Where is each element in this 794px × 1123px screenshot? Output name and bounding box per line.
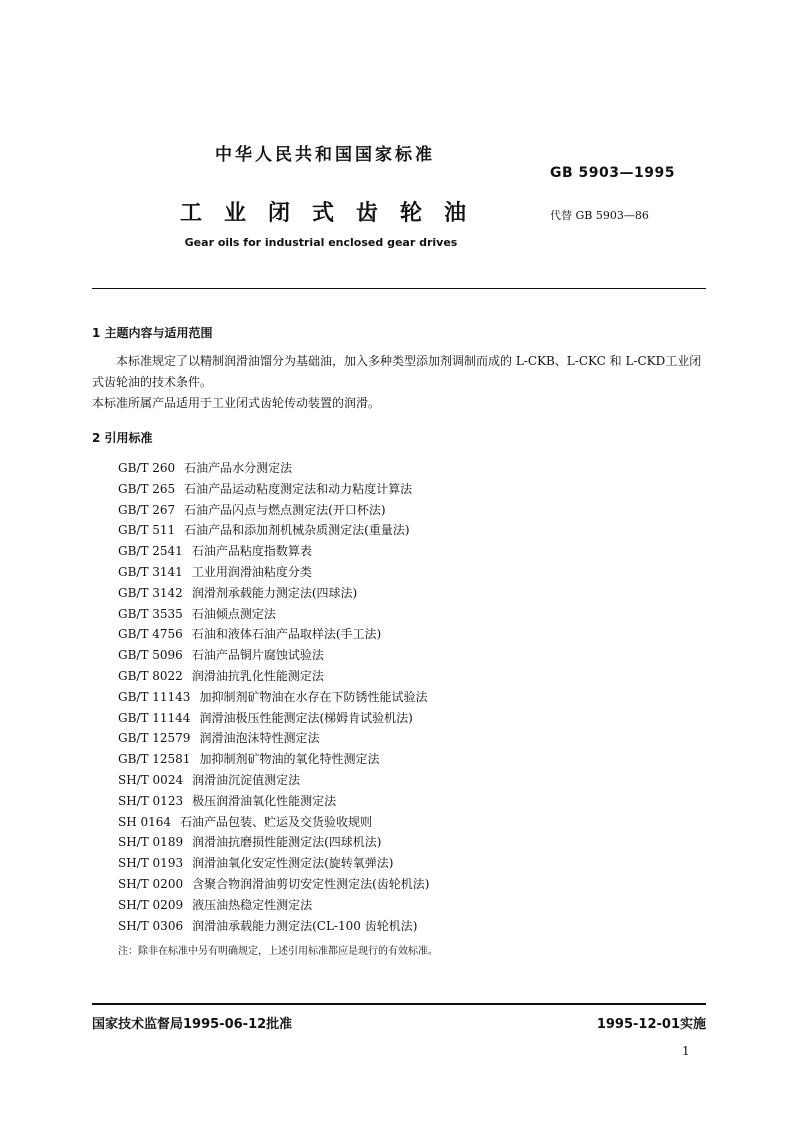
- reference-item: [118, 687, 429, 708]
- page-number: 1: [682, 1044, 690, 1058]
- reference-list: [118, 458, 429, 936]
- reference-item: [118, 895, 429, 916]
- reference-item: [118, 728, 429, 749]
- reference-code: GB/T 260: [118, 461, 176, 475]
- reference-code: SH/T 0123: [118, 793, 184, 808]
- reference-title: 加抑制剂矿物油的氧化特性测定法: [199, 752, 380, 767]
- replaces-standard: 代替 GB 5903—86: [550, 209, 649, 222]
- reference-item: [118, 874, 429, 895]
- section-1-body: [92, 351, 706, 414]
- standard-number: GB 5903—1995: [550, 165, 675, 181]
- effective-date: 1995-12-01实施: [596, 1017, 706, 1032]
- reference-item: [118, 666, 429, 687]
- reference-item: [118, 770, 429, 791]
- reference-item: [118, 749, 429, 770]
- reference-code: SH/T 0024: [118, 772, 184, 787]
- section-2-heading: 2 引用标准: [92, 431, 153, 445]
- reference-title: 润滑油极压性能测定法(梯姆肯试验机法): [199, 710, 413, 725]
- reference-item: [118, 458, 429, 479]
- reference-code: GB/T 3141: [118, 564, 183, 579]
- reference-code: GB/T 511: [118, 523, 176, 538]
- reference-code: GB/T 267: [118, 502, 176, 517]
- english-title: Gear oils for industrial enclosed gear drives: [184, 236, 458, 249]
- reference-title: 石油产品水分测定法: [184, 461, 293, 475]
- scope-paragraph: 本标准规定了以精制润滑油馏分为基础油，加入多种类型添加剂调制而成的 L-CKB、L-CKC 和 L-CKD工业闭式齿轮油的技术条件。: [92, 354, 702, 389]
- reference-code: SH/T 0306: [118, 918, 184, 933]
- reference-code: GB/T 265: [118, 481, 176, 496]
- reference-title: 润滑剂承载能力测定法(四球法): [191, 585, 358, 600]
- reference-title: 含聚合物润滑油剪切安定性测定法(齿轮机法): [192, 876, 430, 891]
- reference-code: GB/T 11144: [118, 710, 191, 725]
- reference-code: SH/T 0200: [118, 876, 184, 891]
- reference-title: 润滑油抗乳化性能测定法: [191, 668, 324, 683]
- reference-title: 润滑油承载能力测定法(CL-100 齿轮机法): [192, 918, 418, 933]
- standard-category-title: 中华人民共和国国家标准: [215, 145, 435, 165]
- reference-code: SH/T 0189: [118, 835, 184, 850]
- reference-code: GB/T 12581: [118, 752, 191, 767]
- header-divider: [92, 288, 706, 289]
- reference-code: SH 0164: [118, 814, 172, 829]
- reference-item: [118, 708, 429, 729]
- reference-title: 润滑油抗磨损性能测定法(四球机法): [192, 835, 382, 850]
- reference-title: 石油产品闪点与燃点测定法(开口杯法): [184, 502, 386, 517]
- reference-item: [118, 791, 429, 812]
- reference-code: GB/T 8022: [118, 668, 183, 683]
- section-1-heading: 1 主题内容与适用范围: [92, 326, 213, 340]
- document-title: 工业闭式齿轮油: [180, 201, 489, 226]
- reference-item: [118, 832, 429, 853]
- reference-item: [118, 916, 429, 937]
- reference-title: 液压油热稳定性测定法: [192, 897, 313, 912]
- reference-title: 石油倾点测定法: [191, 606, 276, 621]
- reference-item: [118, 583, 429, 604]
- reference-title: 石油产品和添加剂机械杂质测定法(重量法): [184, 523, 410, 538]
- reference-item: [118, 520, 429, 541]
- reference-item: [118, 812, 429, 833]
- reference-item: [118, 562, 429, 583]
- reference-code: SH/T 0209: [118, 897, 184, 912]
- reference-title: 润滑油沉淀值测定法: [192, 772, 301, 787]
- reference-item: [118, 500, 429, 521]
- reference-title: 极压润滑油氧化性能测定法: [192, 793, 337, 808]
- application-paragraph: 本标准所属产品适用于工业闭式齿轮传动装置的润滑。: [92, 396, 381, 410]
- reference-item: [118, 541, 429, 562]
- reference-code: GB/T 3142: [118, 585, 183, 600]
- reference-title: 工业用润滑油粘度分类: [191, 564, 312, 579]
- reference-code: GB/T 11143: [118, 689, 191, 704]
- reference-code: GB/T 5096: [118, 648, 183, 663]
- footer-divider: [92, 1003, 706, 1005]
- reference-title: 润滑油氧化安定性测定法(旋转氧弹法): [192, 856, 394, 871]
- reference-title: 石油产品粘度指数算表: [191, 544, 312, 559]
- reference-item: [118, 624, 429, 645]
- reference-item: [118, 479, 429, 500]
- reference-title: 润滑油泡沫特性测定法: [199, 731, 320, 746]
- reference-code: GB/T 3535: [118, 606, 183, 621]
- reference-code: GB/T 4756: [118, 627, 183, 642]
- reference-code: GB/T 12579: [118, 731, 191, 746]
- reference-item: [118, 853, 429, 874]
- reference-code: GB/T 2541: [118, 544, 183, 559]
- reference-note: 注：除非在标准中另有明确规定，上述引用标准都应是现行的有效标准。: [118, 946, 438, 957]
- reference-code: SH/T 0193: [118, 856, 184, 871]
- reference-title: 石油产品铜片腐蚀试验法: [191, 648, 324, 663]
- reference-item: [118, 604, 429, 625]
- reference-item: [118, 645, 429, 666]
- reference-title: 加抑制剂矿物油在水存在下防锈性能试验法: [199, 689, 428, 704]
- reference-title: 石油产品运动粘度测定法和动力粘度计算法: [184, 481, 413, 496]
- approval-line: 国家技术监督局1995-06-12批准: [92, 1017, 293, 1032]
- reference-title: 石油和液体石油产品取样法(手工法): [191, 627, 382, 642]
- reference-title: 石油产品包装、贮运及交货验收规则: [180, 814, 373, 829]
